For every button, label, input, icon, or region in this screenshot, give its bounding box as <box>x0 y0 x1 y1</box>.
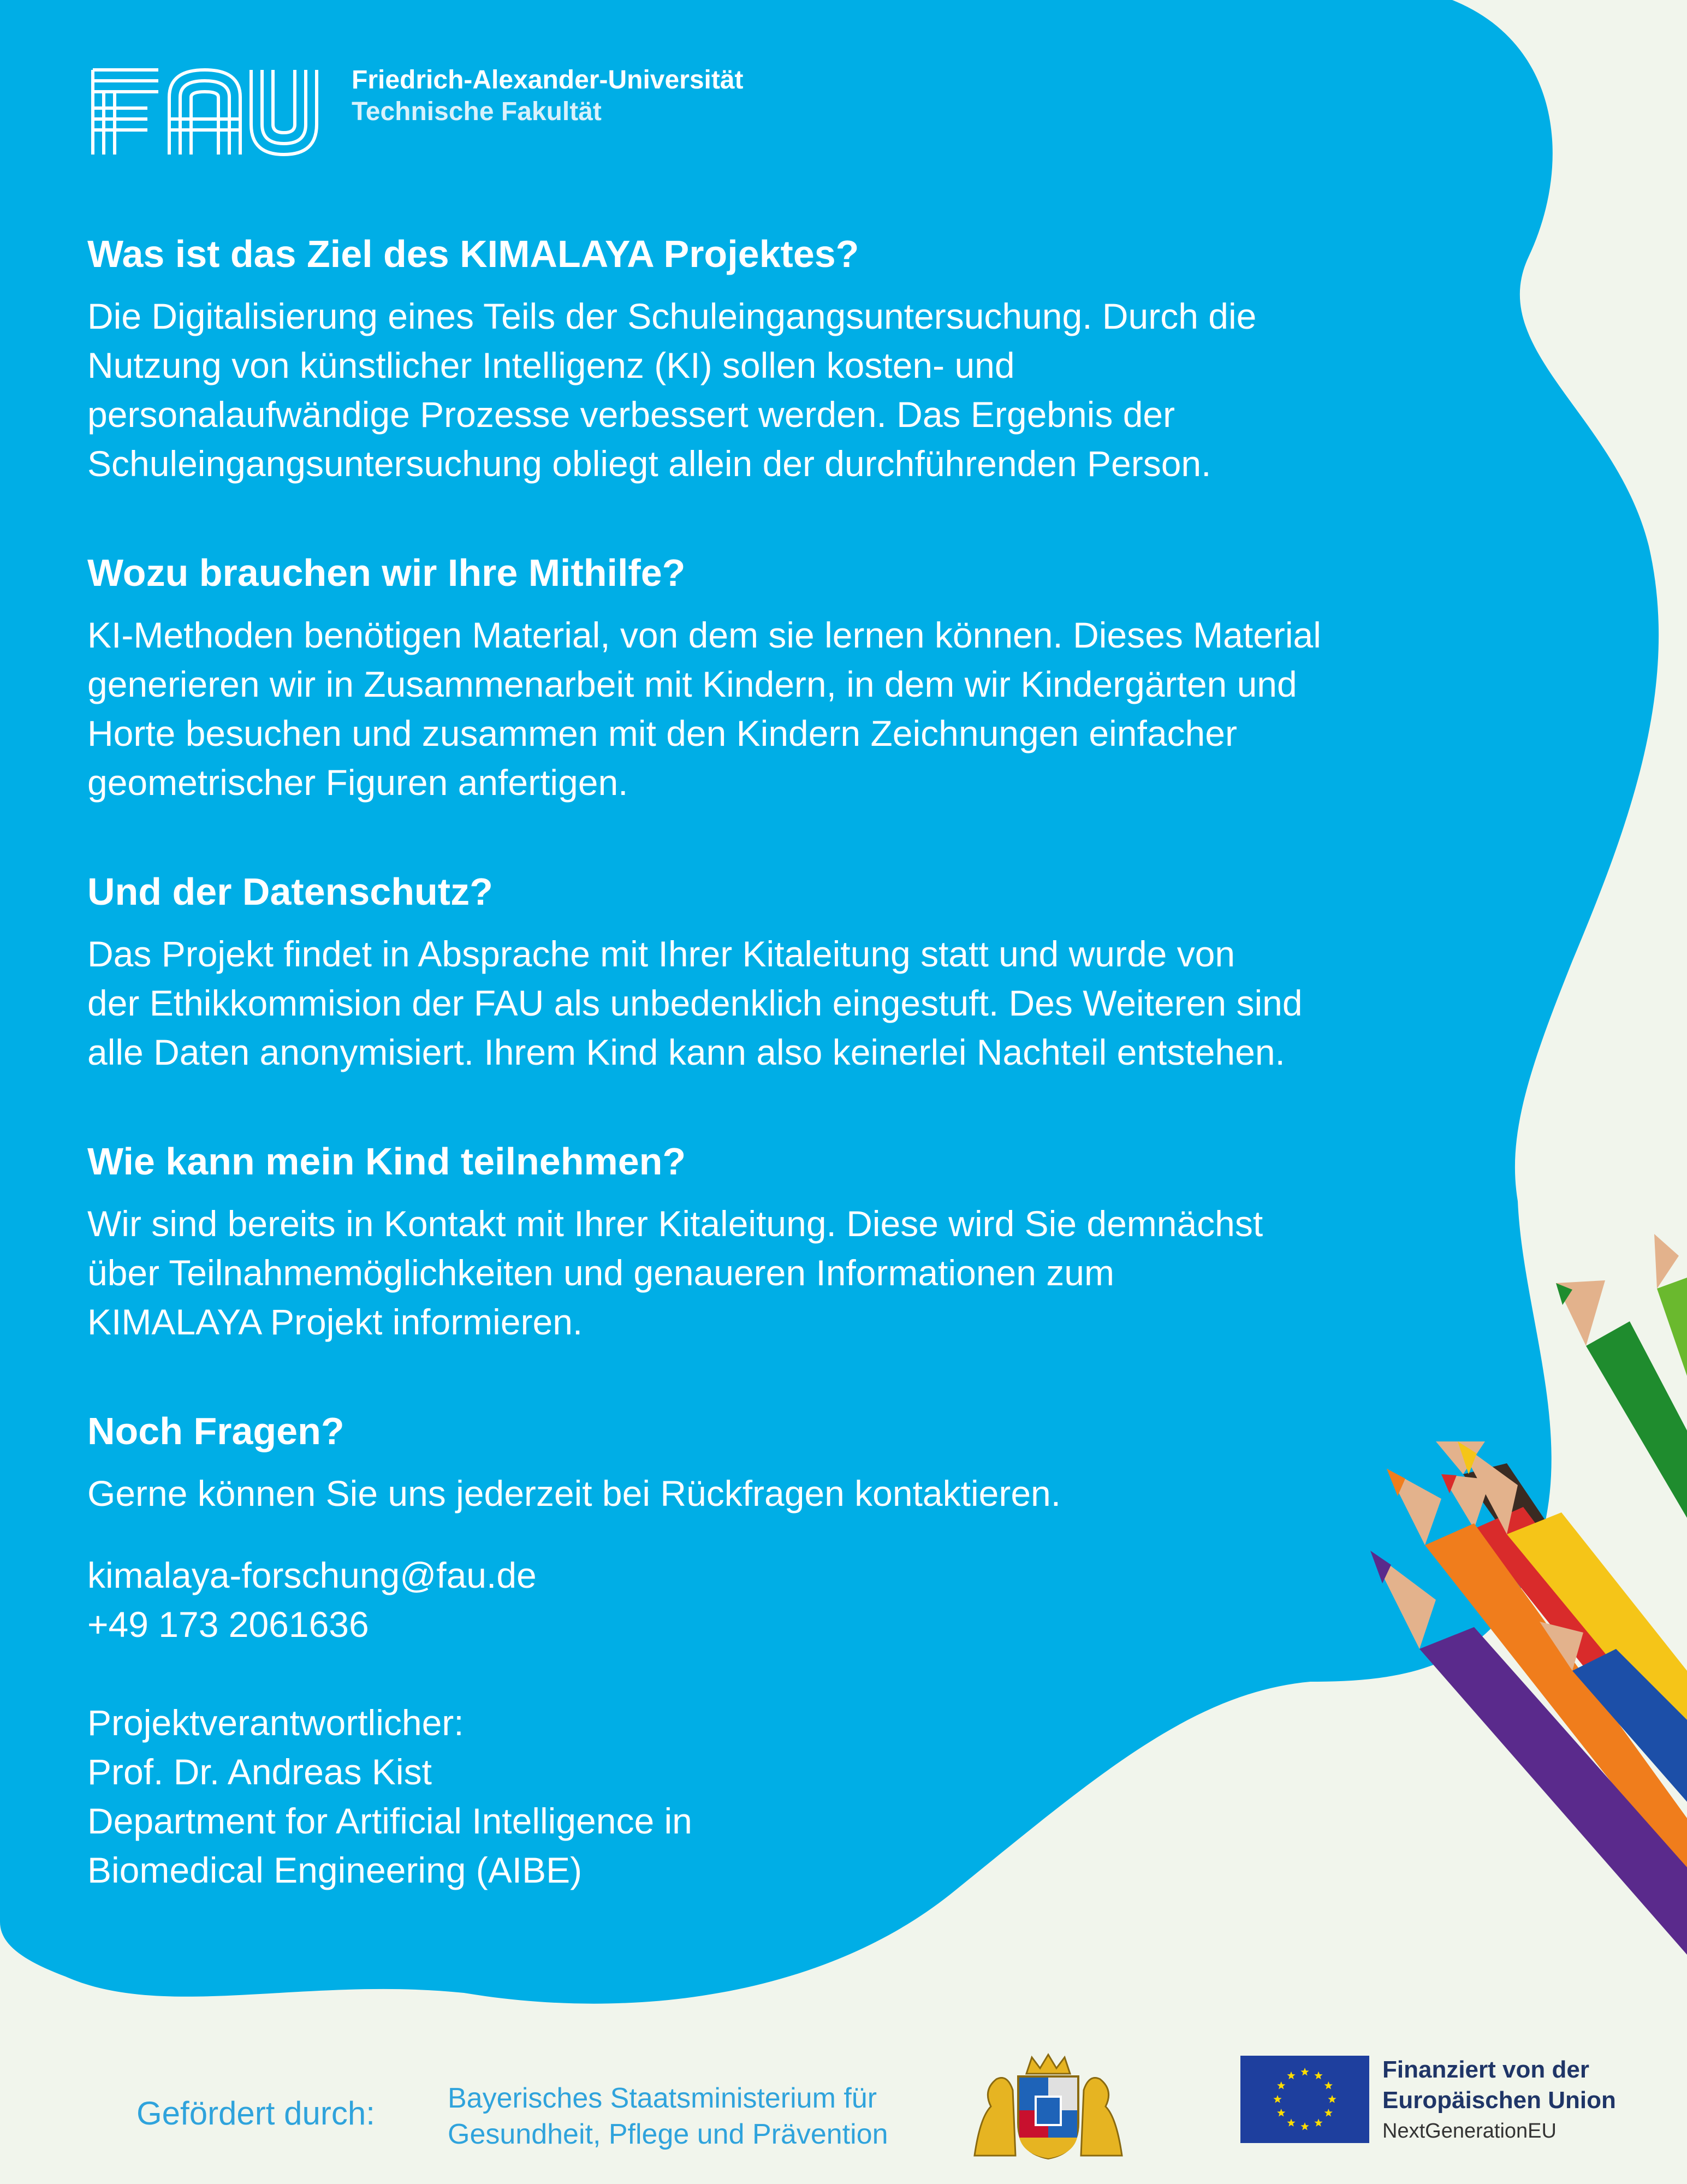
university-name: Friedrich-Alexander-Universität <box>352 66 744 94</box>
eu-star-icon <box>1300 2068 1309 2076</box>
body-line: KIMALAYA Projekt informieren. <box>87 1302 583 1342</box>
body-line: Die Digitalisierung eines Teils der Schuleingangsuntersuchung. Durch die <box>87 296 1257 336</box>
eu-star-icon <box>1277 2109 1285 2117</box>
section-heading: Was ist das Ziel des KIMALAYA Projektes? <box>87 233 859 275</box>
section-body <box>87 1199 1529 1346</box>
eu-star-icon <box>1277 2081 1285 2090</box>
pencil-green-light <box>1654 1234 1687 1376</box>
eu-star-icon <box>1324 2081 1333 2090</box>
fau-logo-icon <box>87 64 333 157</box>
section-body <box>87 929 1529 1077</box>
contact-block <box>87 1551 1529 1895</box>
bavarian-coat-of-arms-icon <box>969 2052 1127 2161</box>
body-line: Gerne können Sie uns jederzeit bei Rückfragen kontaktieren. <box>87 1473 1061 1514</box>
body-line: generieren wir in Zusammenarbeit mit Kindern, in dem wir Kindergärten und <box>87 664 1297 704</box>
eu-star-icon <box>1314 2118 1322 2127</box>
eu-program-name: NextGenerationEU <box>1382 2120 1557 2143</box>
eu-star-icon <box>1314 2072 1322 2080</box>
body-line: der Ethikkommision der FAU als unbedenklich eingestuft. Des Weiteren sind <box>87 983 1303 1023</box>
body-line: über Teilnahmemöglichkeiten und genaueren Informationen zum <box>87 1253 1114 1293</box>
body-line: personalaufwändige Prozesse verbessert werden. Das Ergebnis der <box>87 394 1175 435</box>
eu-funding-line: Finanziert von der <box>1382 2056 1589 2083</box>
section-body <box>87 292 1529 488</box>
body-line: Das Projekt findet in Absprache mit Ihrer Kitaleitung statt und wurde von <box>87 934 1235 974</box>
eu-star-icon <box>1287 2072 1295 2080</box>
eu-star-icon <box>1328 2095 1336 2103</box>
body-line: KI-Methoden benötigen Material, von dem sie lernen können. Dieses Material <box>87 615 1321 655</box>
responsible-label: Projektverantwortlicher: <box>87 1702 464 1743</box>
body-line: geometrischer Figuren anfertigen. <box>87 762 628 803</box>
body-line: Wir sind bereits in Kontakt mit Ihrer Kitaleitung. Diese wird Sie demnächst <box>87 1203 1263 1244</box>
ministry-line: Gesundheit, Pflege und Prävention <box>448 2118 888 2150</box>
section-heading: Noch Fragen? <box>87 1410 344 1452</box>
body-line: Horte besuchen und zusammen mit den Kindern Zeichnungen einfacher <box>87 713 1237 753</box>
eu-funding-block <box>1382 2055 1616 2146</box>
main-content <box>87 229 1529 1895</box>
eu-flag-icon <box>1240 2056 1369 2143</box>
section-heading: Und der Datenschutz? <box>87 870 493 913</box>
responsible-person: Prof. Dr. Andreas Kist <box>87 1752 432 1792</box>
section-participation <box>87 1137 1529 1346</box>
section-questions <box>87 1406 1529 1518</box>
funded-by-label: Gefördert durch: <box>136 2095 375 2132</box>
faculty-name: Technische Fakultät <box>352 97 602 126</box>
body-line: Schuleingangsuntersuchung obliegt allein der durchführenden Person. <box>87 443 1211 484</box>
eu-funding-line: Europäischen Union <box>1382 2087 1616 2114</box>
department-line: Department for Artificial Intelligence in <box>87 1801 692 1841</box>
department-line: Biomedical Engineering (AIBE) <box>87 1850 583 1890</box>
section-help <box>87 548 1529 807</box>
section-body <box>87 1469 1529 1518</box>
section-goal <box>87 229 1529 488</box>
section-heading: Wozu brauchen wir Ihre Mithilfe? <box>87 551 686 594</box>
section-heading: Wie kann mein Kind teilnehmen? <box>87 1140 686 1183</box>
contact-phone[interactable]: +49 173 2061636 <box>87 1604 369 1645</box>
ministry-line: Bayerisches Staatsministerium für <box>448 2082 877 2114</box>
body-line: alle Daten anonymisiert. Ihrem Kind kann also keinerlei Nachteil entstehen. <box>87 1032 1285 1072</box>
university-name-block <box>352 64 744 128</box>
eu-star-icon <box>1324 2109 1333 2117</box>
section-body <box>87 610 1529 807</box>
section-privacy <box>87 867 1529 1077</box>
eu-star-icon <box>1300 2122 1309 2130</box>
body-line: Nutzung von künstlicher Intelligenz (KI) sollen kosten- und <box>87 345 1015 385</box>
ministry-name <box>448 2080 888 2152</box>
eu-star-icon <box>1287 2118 1295 2127</box>
contact-email[interactable]: kimalaya-forschung@fau.de <box>87 1555 537 1595</box>
eu-star-icon <box>1273 2095 1281 2103</box>
